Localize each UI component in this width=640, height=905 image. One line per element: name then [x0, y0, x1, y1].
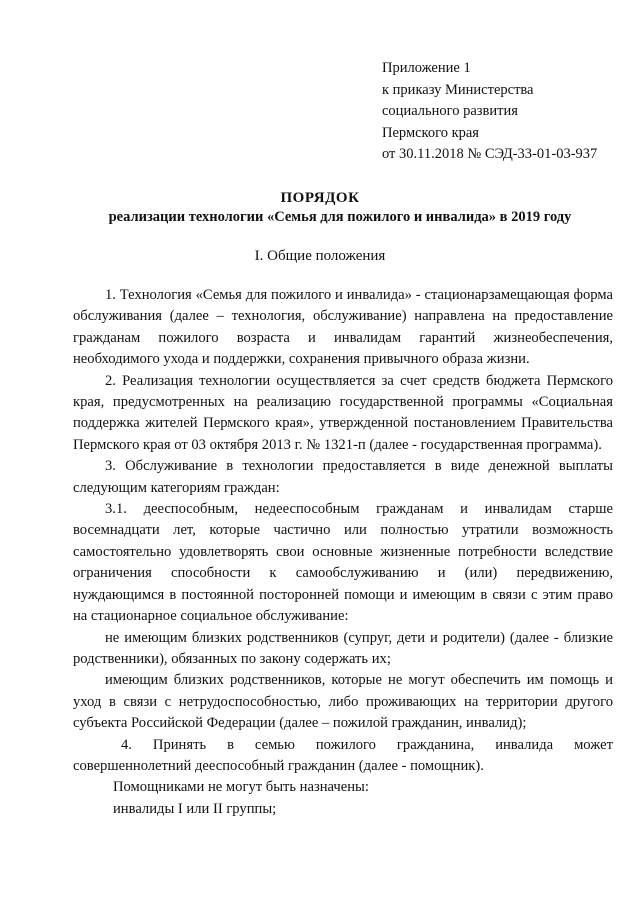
- document-subtitle: реализации технологии «Семья для пожилого и инвалида» в 2019 году: [108, 209, 572, 225]
- appendix-header: [382, 58, 597, 166]
- paragraph: 4. Принять в семью пожилого гражданина, инвалида может совершеннолетний дееспособный гражданин (далее - помощник).: [73, 736, 613, 774]
- paragraph: Помощниками не могут быть назначены:: [113, 779, 369, 796]
- document-body: [73, 285, 613, 820]
- document-title: ПОРЯДОК: [280, 190, 360, 206]
- paragraph: 1. Технология «Семья для пожилого и инвалида» - стационарзамещающая форма обслуживания (далее – технология, обслуживание) направлена на предоставление гражданам пожилого возраста и инвалидам гарантий жизнеобеспечения, необходимого ухода и поддержки, сохранения привычного образа жизни.: [73, 287, 613, 368]
- appendix-line: к приказу Министерства: [382, 81, 534, 98]
- paragraph: 3.1. дееспособным, недееспособным гражданам и инвалидам старше восемнадцати лет, которые частично или полностью утратили возможность самостоятельно удовлетворять свои основные жизненные потребности вследствие ограничения способности к самообслуживанию и (или) передвижению, нуждающимся в постоянной посторонней помощи и имеющим в связи с этим право на стационарное социальное обслуживание:: [73, 501, 613, 625]
- appendix-line: Приложение 1: [382, 60, 471, 76]
- paragraph: не имеющим близких родственников (супруг, дети и родители) (далее - близкие родственники), обязанных по закону содержать их;: [73, 629, 613, 667]
- appendix-line: Пермского края: [382, 124, 479, 141]
- section-heading: I. Общие положения: [254, 248, 386, 264]
- appendix-line: от 30.11.2018 № СЭД-33-01-03-937: [382, 146, 598, 162]
- paragraph: инвалиды I или II группы;: [113, 800, 277, 817]
- paragraph: 3. Обслуживание в технологии предоставляется в виде денежной выплаты следующим категориям граждан:: [73, 458, 613, 496]
- appendix-line: социального развития: [382, 103, 518, 119]
- paragraph: имеющим близких родственников, которые не могут обеспечить им помощь и уход в связи с нетрудоспособностью, либо проживающих на территории другого субъекта Российской Федерации (далее – пожилой гражданин, инвалид);: [73, 672, 613, 732]
- paragraph: 2. Реализация технологии осуществляется за счет средств бюджета Пермского края, предусмотренных на реализацию государственной программы «Социальная поддержка жителей Пермского края», утвержденной постановлением Правительства Пермского края от 03 октября 2013 г. № 1321-п (далее - государственная программа).: [73, 372, 613, 453]
